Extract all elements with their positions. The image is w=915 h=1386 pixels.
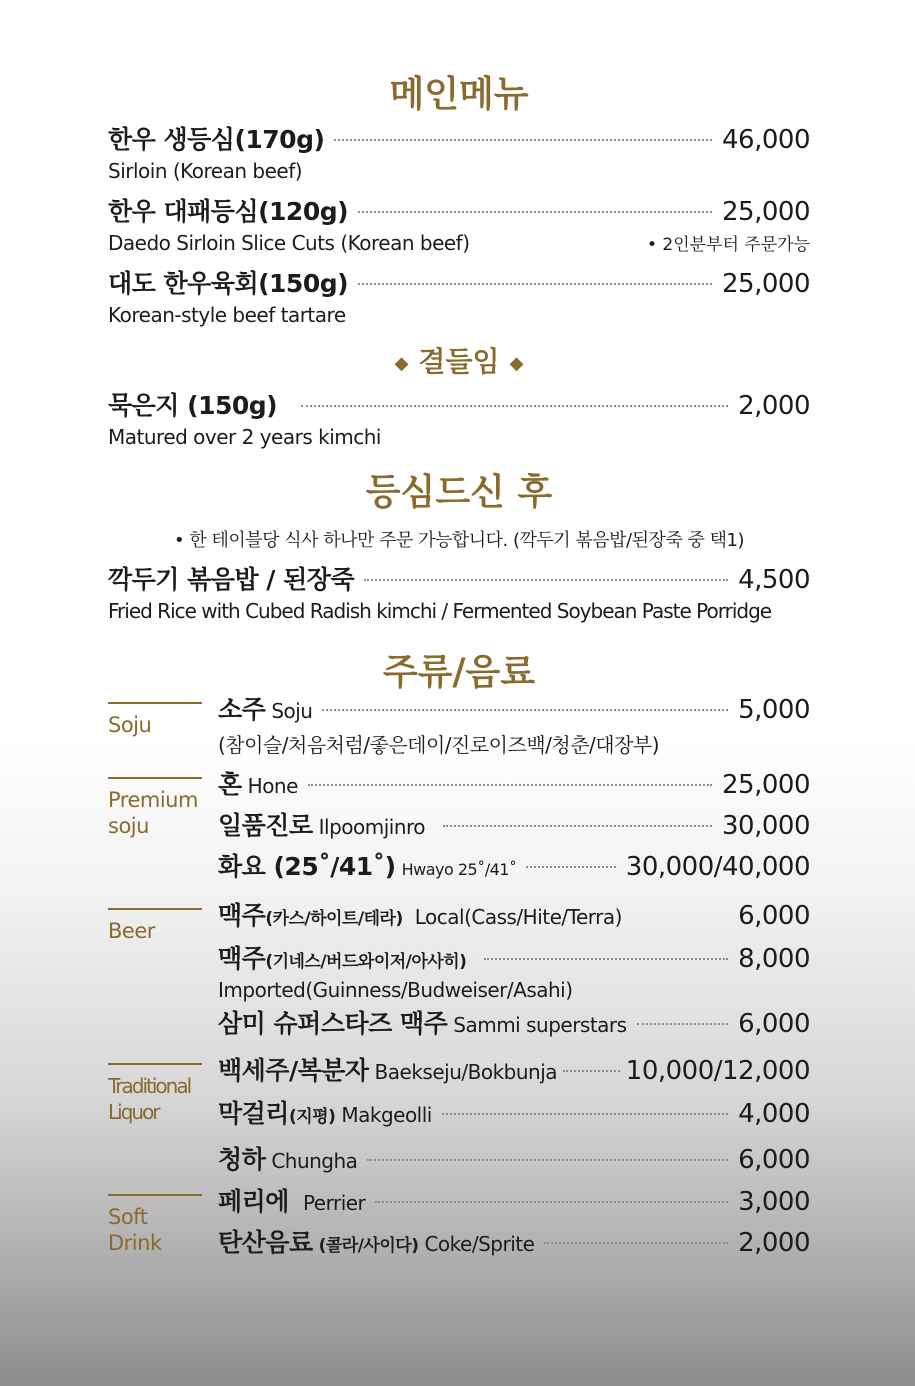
drink-english-name: Chungha: [271, 1148, 358, 1173]
drink-english-name: Soju: [271, 698, 313, 723]
drink-item: [218, 690, 810, 731]
item-korean-name: 깍두기 볶음밥 / 된장죽: [108, 564, 355, 594]
drink-group-soju: [108, 694, 810, 759]
drink-price: 10,000/12,000: [625, 1055, 810, 1086]
drink-english-name: Local(Cass/Hite/Terra): [414, 904, 622, 929]
leader-dots: [484, 958, 728, 960]
leader-dots: [308, 784, 712, 786]
leader-dots: [367, 1159, 728, 1161]
leader-dots: [544, 1242, 728, 1244]
item-english-name: Daedo Sirloin Slice Cuts (Korean beef): [108, 231, 470, 255]
category-divider: [108, 777, 202, 779]
drink-item: [218, 1004, 810, 1045]
category: [108, 908, 218, 1045]
drink-price: 5,000: [738, 694, 810, 725]
drink-price: 6,000: [738, 1008, 810, 1039]
drink-item: [218, 1182, 810, 1223]
drink-korean-detail: (기네스/버드와이저/아사히): [265, 951, 467, 972]
drink-english-name: Sammi superstars: [453, 1012, 627, 1037]
item-korean-name: 묵은지 (150g): [108, 390, 278, 420]
leader-dots: [322, 709, 728, 711]
menu-item: [108, 264, 810, 330]
drink-korean-name: 맥주: [218, 943, 266, 973]
drink-korean-name: 소주: [218, 694, 266, 724]
menu-item: [108, 560, 810, 626]
category-label: soju: [108, 813, 149, 838]
drink-korean-name: 백세주/복분자: [218, 1055, 369, 1085]
drink-english-name: Hwayo 25˚/41˚: [401, 859, 517, 879]
drink-price: 8,000: [738, 943, 810, 974]
category-label: Drink: [108, 1230, 162, 1255]
drink-item: [218, 1051, 810, 1092]
drink-korean-name: 삼미 슈퍼스타즈 맥주: [218, 1008, 448, 1038]
drink-korean-name: 일품진로: [218, 810, 313, 840]
leader-dots: [364, 579, 728, 581]
main-menu-title: 메인메뉴: [389, 73, 529, 115]
item-english-name: Fried Rice with Cubed Radish kimchi / Fermented Soybean Paste Porridge: [108, 598, 772, 623]
drink-group-premium-soju: [108, 769, 810, 890]
item-english-name: Matured over 2 years kimchi: [108, 424, 381, 449]
drink-korean-name: 맥주: [218, 900, 266, 930]
category-label: Traditional: [108, 1073, 191, 1098]
drink-korean-name: 페리에: [218, 1186, 289, 1216]
drink-list: [218, 1182, 810, 1266]
category: [108, 1194, 218, 1266]
drink-item: [218, 1223, 810, 1266]
drink-english-name: Ilpoomjinro: [318, 814, 426, 839]
drink-english-name: Makgeolli: [341, 1102, 432, 1127]
item-price: 25,000: [722, 197, 810, 227]
drink-korean-name: 화요 (25˚/41˚): [218, 851, 396, 881]
drink-english-name: Baekseju/Bokbunja: [374, 1059, 558, 1084]
item-korean-name: 한우 대패등심(120g): [108, 197, 349, 226]
category: [108, 702, 218, 759]
drink-group-soft-drink: [108, 1186, 810, 1266]
drink-group-beer: [108, 900, 810, 1045]
leader-dots: [375, 1201, 728, 1203]
item-price: 25,000: [722, 269, 810, 299]
drink-group-traditional-liquor: [108, 1055, 810, 1182]
drink-english-name: Coke/Sprite: [424, 1231, 535, 1256]
item-korean-name: 대도 한우육회(150g): [108, 269, 349, 298]
menu-item: [108, 120, 810, 186]
leader-dots: [443, 825, 712, 827]
leader-dots: [526, 866, 615, 868]
drink-korean-detail: (지평): [288, 1106, 336, 1127]
drink-item: [218, 1139, 810, 1182]
drink-list: [218, 765, 810, 890]
item-english-name: Sirloin (Korean beef): [108, 159, 303, 183]
drink-korean-name: 탄산음료: [218, 1227, 313, 1257]
diamond-icon: ◆: [509, 352, 524, 374]
drink-price: 6,000: [738, 900, 810, 931]
drink-price: 3,000: [738, 1186, 810, 1217]
drink-item: [218, 896, 810, 939]
drink-price: 6,000: [738, 1144, 810, 1175]
menu-item: [108, 192, 810, 258]
leader-dots: [637, 1023, 728, 1025]
drink-price: 25,000: [722, 769, 810, 800]
menu-item: [108, 386, 810, 452]
drink-list: [218, 690, 810, 759]
category-divider: [108, 908, 202, 910]
drink-variants: (참이슬/처음처럼/좋은데이/진로이즈백/청춘/대장부): [218, 732, 660, 757]
item-price: 46,000: [722, 125, 810, 155]
order-notice: • 한 테이블당 식사 하나만 주문 가능합니다. (깍두기 볶음밥/된장죽 중 택1): [174, 529, 744, 551]
drink-item: [218, 1092, 810, 1139]
category-label: Premium: [108, 787, 198, 812]
drink-korean-name: 혼: [218, 769, 242, 799]
drink-item: [218, 806, 810, 847]
drink-price: 2,000: [738, 1227, 810, 1258]
drink-price: 4,000: [738, 1098, 810, 1129]
diamond-icon: ◆: [394, 352, 409, 374]
side-dish-title-text: 결들임: [418, 345, 500, 378]
leader-dots: [442, 1113, 728, 1115]
item-price: 4,500: [738, 564, 810, 595]
drink-list: [218, 1051, 810, 1182]
category-label: Soju: [108, 712, 152, 737]
drink-price: 30,000/40,000: [625, 851, 810, 882]
drink-price: 30,000: [722, 810, 810, 841]
drink-english-name: Hone: [247, 773, 298, 798]
drink-english-name: Perrier: [302, 1190, 366, 1215]
drink-korean-detail: (콜라/사이다): [318, 1235, 419, 1256]
leader-dots: [563, 1070, 620, 1072]
leader-dots: [301, 405, 728, 407]
category: [108, 777, 218, 890]
category: [108, 1063, 218, 1182]
drink-korean-name: 막걸리: [218, 1098, 289, 1128]
item-korean-name: 한우 생등심(170g): [108, 125, 325, 154]
leader-dots: [334, 139, 712, 141]
category-label: Soft: [108, 1204, 148, 1229]
category-divider: [108, 1194, 202, 1196]
order-note: • 2인분부터 주문가능: [646, 235, 810, 255]
drink-korean-name: 청하: [218, 1144, 266, 1174]
item-price: 2,000: [738, 390, 810, 421]
category-divider: [108, 1063, 202, 1065]
category-label: Beer: [108, 918, 155, 943]
drinks-title: 주류/음료: [382, 650, 536, 693]
item-english-name: Korean-style beef tartare: [108, 303, 346, 327]
category-divider: [108, 702, 202, 704]
menu-page: [108, 70, 810, 1266]
drink-item: [218, 765, 810, 806]
leader-dots: [358, 211, 712, 213]
leader-dots: [358, 283, 712, 285]
drink-list: [218, 896, 810, 1045]
drink-english-name: Imported(Guinness/Budweiser/Asahi): [218, 977, 573, 1002]
drink-korean-detail: (카스/하이트/테라): [265, 908, 403, 929]
category-label: Liquor: [108, 1099, 159, 1124]
drink-item: [218, 847, 810, 890]
after-meal-title: 등심드신 후: [365, 470, 553, 513]
side-dish-title: [108, 342, 810, 384]
